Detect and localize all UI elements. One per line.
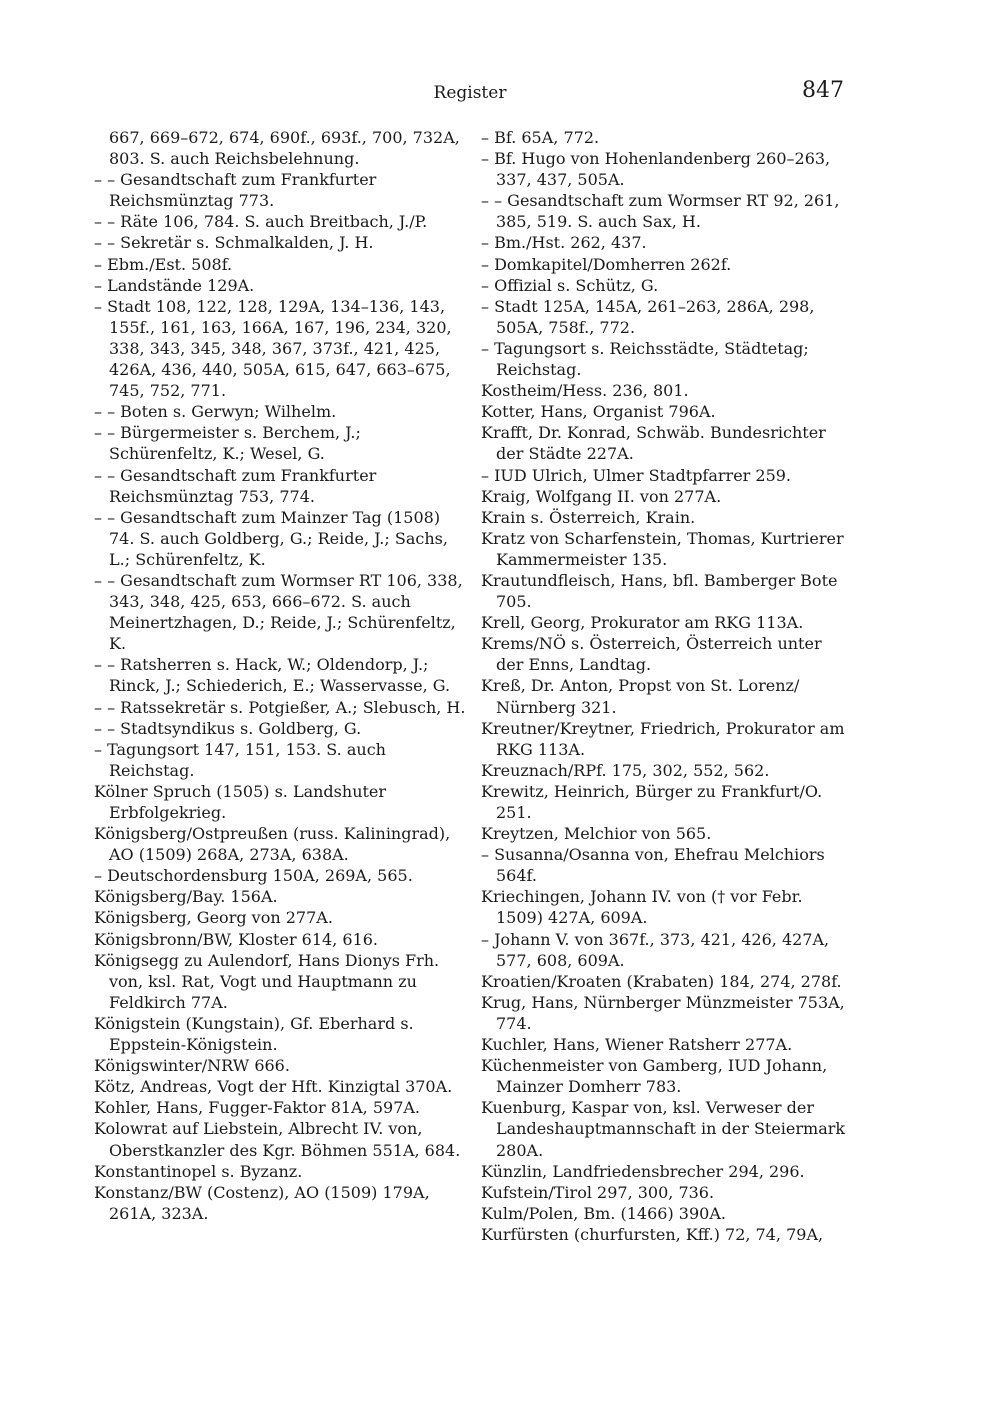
index-entry: – – Stadtsyndikus s. Goldberg, G. <box>94 718 362 738</box>
index-entry: – Stadt 108, 122, 128, 129A, 134–136, 143, 155f., 161, 163, 166A, 167, 196, 234, 320, 338, 343, 345, 348, 367, 373f., 421, 425, 426A, 436, 440, 505A, 615, 647, 663–675, 745, 752, 771. <box>94 296 452 401</box>
index-entry: Krewitz, Heinrich, Bürger zu Frankfurt/O. 251. <box>481 781 823 822</box>
index-entry: Kratz von Scharfenstein, Thomas, Kurtrierer Kammermeister 135. <box>481 528 844 569</box>
index-entry: Künzlin, Landfriedensbrecher 294, 296. <box>481 1161 805 1181</box>
index-entry: Königstein (Kungstain), Gf. Eberhard s. Eppstein-Königstein. <box>94 1013 414 1055</box>
index-entry: – Landstände 129A. <box>94 275 255 295</box>
index-entry: Krug, Hans, Nürnberger Münzmeister 753A, 774. <box>481 992 845 1033</box>
index-entry: Kriechingen, Johann IV. von († vor Febr. 1509) 427A, 609A. <box>481 887 803 928</box>
index-entry: Krell, Georg, Prokurator am RKG 113A. <box>481 613 804 633</box>
index-entry: – Domkapitel/Domherren 262f. <box>481 254 732 274</box>
index-entry: Königswinter/NRW 666. <box>94 1056 290 1076</box>
index-entry: – – Gesandtschaft zum Wormser RT 92, 261, 385, 519. S. auch Sax, H. <box>481 191 840 232</box>
index-entry: – Stadt 125A, 145A, 261–263, 286A, 298, 505A, 758f., 772. <box>481 296 815 337</box>
index-entry: – – Räte 106, 784. S. auch Breitbach, J./P. <box>94 212 428 232</box>
index-entry: Königsberg/Bay. 156A. <box>94 887 278 907</box>
index-entry: Kuenburg, Kaspar von, ksl. Verweser der Landeshauptmannschaft in der Steiermark 280A. <box>481 1098 846 1160</box>
index-column-left <box>94 127 466 1224</box>
index-entry: Kohler, Hans, Fugger-Faktor 81A, 597A. <box>94 1098 421 1118</box>
index-entry: Kolowrat auf Liebstein, Albrecht IV. von, Oberstkanzler des Kgr. Böhmen 551A, 684. <box>94 1119 461 1160</box>
index-entry: Kreß, Dr. Anton, Propst von St. Lorenz/ Nürnberg 321. <box>481 676 800 717</box>
index-entry: Küchenmeister von Gamberg, IUD Johann, Mainzer Domherr 783. <box>481 1056 828 1097</box>
index-entry: Kurfürsten (churfursten, Kff.) 72, 74, 79A, <box>481 1224 824 1244</box>
index-entry: Kreytzen, Melchior von 565. <box>481 824 712 844</box>
index-entry: Kufstein/Tirol 297, 300, 736. <box>481 1182 715 1202</box>
page-header <box>94 80 846 108</box>
index-entry: Krafft, Dr. Konrad, Schwäb. Bundesrichter der Städte 227A. <box>481 423 826 464</box>
index-entry: – – Sekretär s. Schmalkalden, J. H. <box>94 233 374 253</box>
index-entry: Kötz, Andreas, Vogt der Hft. Kinzigtal 370A. <box>94 1077 453 1097</box>
index-entry: – Tagungsort s. Reichsstädte, Städtetag; Reichstag. <box>481 338 809 380</box>
index-entry: Krems/NÖ s. Österreich, Österreich unter der Enns, Landtag. <box>481 634 822 675</box>
index-entry: – Bf. Hugo von Hohenlandenberg 260–263, 337, 437, 505A. <box>481 149 831 190</box>
index-entry: – Bm./Hst. 262, 437. <box>481 233 647 253</box>
page-number: 847 <box>802 78 844 103</box>
index-entry: – – Ratsherren s. Hack, W.; Oldendorp, J.; Rinck, J.; Schiederich, E.; Wasservasse, G. <box>94 655 451 696</box>
index-entry: – Offizial s. Schütz, G. <box>481 275 659 295</box>
index-column-right <box>481 127 853 1245</box>
index-entry: Konstantinopel s. Byzanz. <box>94 1161 303 1181</box>
index-entry: Kraig, Wolfgang II. von 277A. <box>481 486 722 506</box>
index-entry: Königsbronn/BW, Kloster 614, 616. <box>94 929 379 949</box>
index-entry: Kreutner/Kreytner, Friedrich, Prokurator am RKG 113A. <box>481 718 845 759</box>
index-entry: Kotter, Hans, Organist 796A. <box>481 402 716 422</box>
index-entry: 667, 669–672, 674, 690f., 693f., 700, 732A, 803. S. auch Reichsbelehnung. <box>109 128 460 169</box>
index-entry: Krautundfleisch, Hans, bfl. Bamberger Bote 705. <box>481 570 838 612</box>
index-entry: Kulm/Polen, Bm. (1466) 390A. <box>481 1203 726 1223</box>
index-entry: Königsberg/Ostpreußen (russ. Kaliningrad), AO (1509) 268A, 273A, 638A. <box>94 824 451 865</box>
index-entry: – Deutschordensburg 150A, 269A, 565. <box>94 866 413 886</box>
index-entry: – – Ratssekretär s. Potgießer, A.; Slebusch, H. <box>94 697 466 717</box>
index-entry: – Johann V. von 367f., 373, 421, 426, 427A, 577, 608, 609A. <box>481 929 830 970</box>
index-entry: Kölner Spruch (1505) s. Landshuter Erbfolgekrieg. <box>94 781 387 822</box>
index-entry: – – Boten s. Gerwyn; Wilhelm. <box>94 402 337 422</box>
index-entry: Krain s. Österreich, Krain. <box>481 507 696 527</box>
index-entry: Kreuznach/RPf. 175, 302, 552, 562. <box>481 760 770 780</box>
index-entry: Konstanz/BW (Costenz), AO (1509) 179A, 261A, 323A. <box>94 1182 430 1223</box>
index-entry: Kroatien/Kroaten (Krabaten) 184, 274, 278f. <box>481 971 842 991</box>
running-title: Register <box>433 83 507 103</box>
index-entry: Kostheim/Hess. 236, 801. <box>481 381 689 401</box>
index-entry: Königsegg zu Aulendorf, Hans Dionys Frh. von, ksl. Rat, Vogt und Hauptmann zu Feldkirch 77A. <box>94 950 440 1012</box>
index-entry: – Bf. 65A, 772. <box>481 128 600 147</box>
index-entry: – – Gesandtschaft zum Frankfurter Reichsmünztag 753, 774. <box>94 465 377 506</box>
index-entry: Königsberg, Georg von 277A. <box>94 908 333 928</box>
index-entry: – – Gesandtschaft zum Frankfurter Reichsmünztag 773. <box>94 170 377 211</box>
index-entry: – IUD Ulrich, Ulmer Stadtpfarrer 259. <box>481 465 792 485</box>
index-entry: Kuchler, Hans, Wiener Ratsherr 277A. <box>481 1035 793 1055</box>
index-entry: – – Gesandtschaft zum Mainzer Tag (1508) 74. S. auch Goldberg, G.; Reide, J.; Sachs, L.; Schürenfeltz, K. <box>94 507 448 569</box>
index-entry: – Ebm./Est. 508f. <box>94 254 233 274</box>
index-entry: – Susanna/Osanna von, Ehefrau Melchiors 564f. <box>481 845 825 886</box>
index-entry: – – Gesandtschaft zum Wormser RT 106, 338, 343, 348, 425, 653, 666–672. S. auch Meinertzhagen, D.; Reide, J.; Schürenfeltz, K. <box>94 570 463 654</box>
index-entry: – – Bürgermeister s. Berchem, J.; Schürenfeltz, K.; Wesel, G. <box>94 423 361 464</box>
index-entry: – Tagungsort 147, 151, 153. S. auch Reichstag. <box>94 739 386 780</box>
